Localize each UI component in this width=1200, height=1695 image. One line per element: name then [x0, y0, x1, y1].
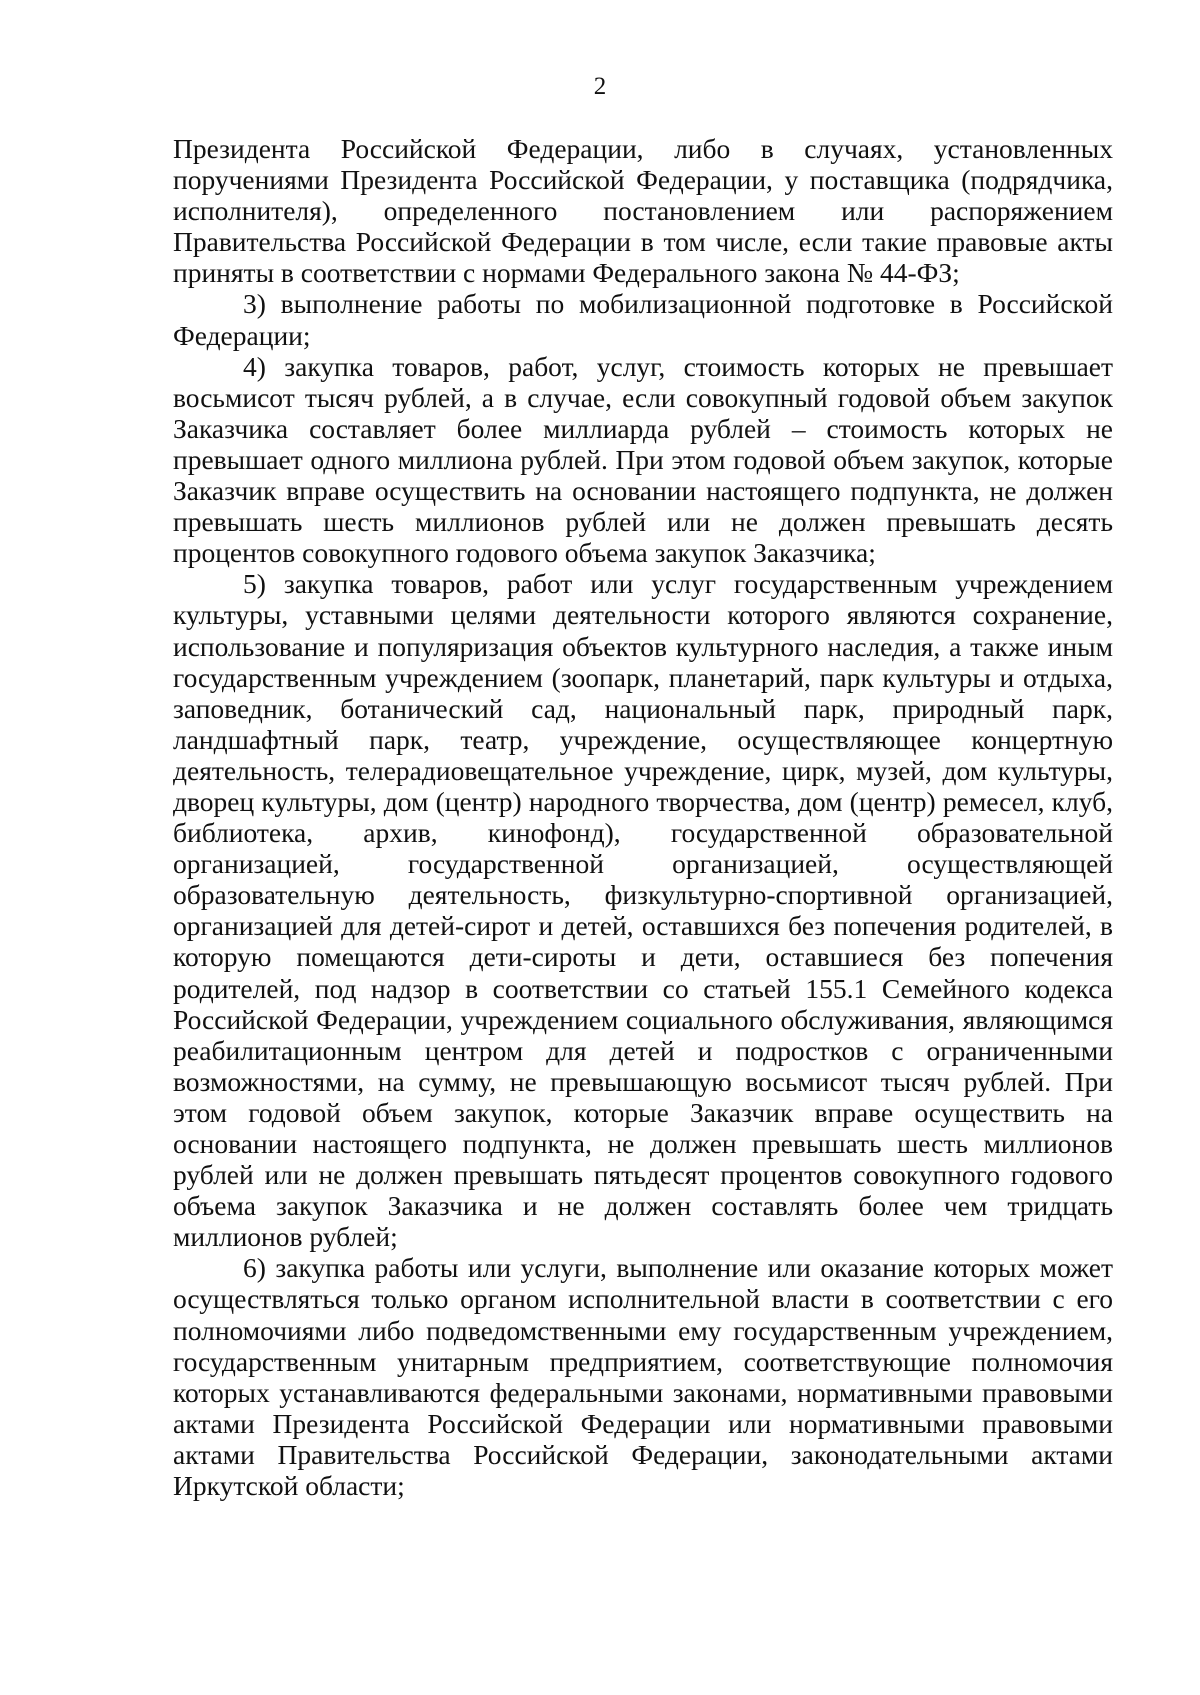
paragraph-continuation: Президента Российской Федерации, либо в случаях, установленных поручениями Президента Российской Федерации, у поставщика (подрядчика, исполнителя), определенного постановлением или распоряжением Правительства Российской Федерации в том числе, если такие правовые акты приняты в соответствии с нормами Федерального закона № 44-ФЗ; [173, 133, 1113, 289]
paragraph-item-4: 4) закупка товаров, работ, услуг, стоимость которых не превышает восьмисот тысяч рублей, а в случае, если совокупный годовой объем закупок Заказчика составляет более миллиарда рублей – стоимость которых не превышает одного миллиона рублей. При этом годовой объем закупок, которые Заказчик вправе осуществить на основании настоящего подпункта, не должен превышать шесть миллионов рублей или не должен превышать десять процентов совокупного годового объема закупок Заказчика; [173, 350, 1113, 569]
paragraph-item-3: 3) выполнение работы по мобилизационной подготовке в Российской Федерации; [173, 288, 1113, 351]
paragraph-item-5: 5) закупка товаров, работ или услуг государственным учреждением культуры, уставными целями деятельности которого являются сохранение, использование и популяризация объектов культурного наследия, а также иным государственным учреждением (зоопарк, планетарий, парк культуры и отдыха, заповедник, ботанический сад, национальный парк, природный парк, ландшафтный парк, театр, учреждение, осуществляющее концертную деятельность, телерадиовещательное учреждение, цирк, музей, дом культуры, дворец культуры, дом (центр) народного творчества, дом (центр) ремесел, клуб, библиотека, архив, кинофонд), государственной образовательной организацией, государственной организацией, осуществляющей образовательную деятельность, физкультурно-спортивной организацией, организацией для детей-сирот и детей, оставшихся без попечения родителей, в которую помещаются дети-сироты и дети, оставшиеся без попечения родителей, под надзор в соответствии со статьей 155.1 Семейного кодекса Российской Федерации, учреждением социального обслуживания, являющимся реабилитационным центром для детей и подростков с ограниченными возможностями, на сумму, не превышающую восьмисот тысяч рублей. При этом годовой объем закупок, которые Заказчик вправе осуществить на основании настоящего подпункта, не должен превышать шесть миллионов рублей или не должен превышать пятьдесят процентов совокупного годового объема закупок Заказчика и не должен составлять более чем тридцать миллионов рублей; [173, 568, 1113, 1253]
paragraph-item-6: 6) закупка работы или услуги, выполнение или оказание которых может осуществляться только органом исполнительной власти в соответствии с его полномочиями либо подведомственными ему государственным учреждением, государственным унитарным предприятием, соответствующие полномочия которых устанавливаются федеральными законами, нормативными правовыми актами Президента Российской Федерации или нормативными правовыми актами Правительства Российской Федерации, законодательными актами Иркутской области; [173, 1252, 1113, 1502]
document-body [173, 133, 1113, 1501]
page-number: 2 [593, 73, 607, 100]
